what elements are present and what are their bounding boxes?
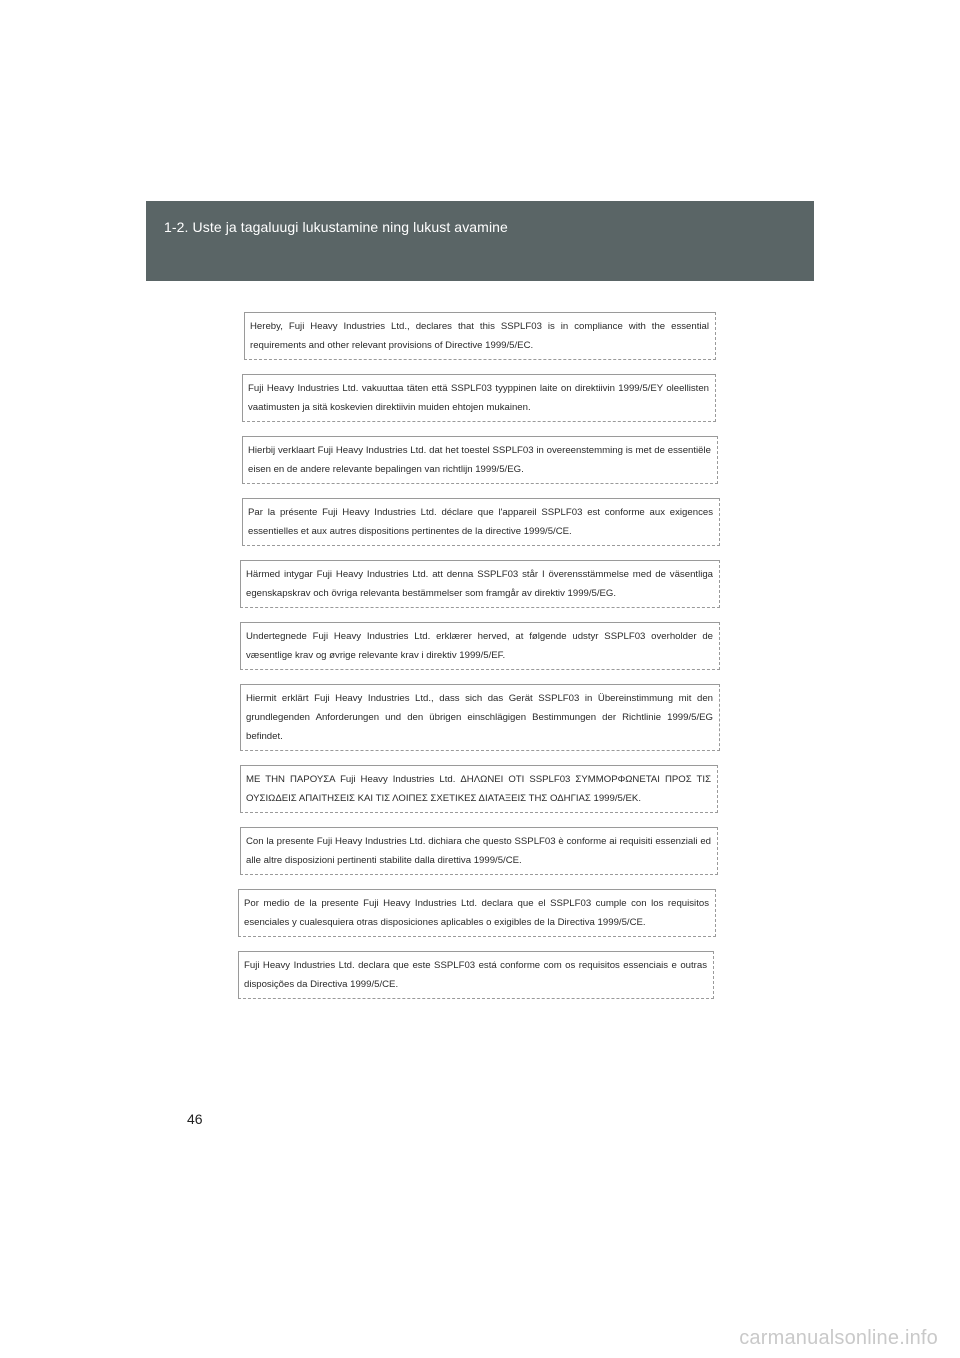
declaration-box-en: Hereby, Fuji Heavy Industries Ltd., declares that this SSPLF03 is in compliance with the essential requirements and other relevant provisions of Directive 1999/5/EC.: [244, 312, 716, 360]
declaration-box-pt: Fuji Heavy Industries Ltd. declara que este SSPLF03 está conforme com os requisitos essenciais e outras disposições da Directiva 1999/5/CE.: [238, 951, 714, 999]
declaration-box-da: Undertegnede Fuji Heavy Industries Ltd. erklærer herved, at følgende udstyr SSPLF03 overholder de væsentlige krav og øvrige relevante krav i direktiv 1999/5/EF.: [240, 622, 720, 670]
declaration-box-fr: Par la présente Fuji Heavy Industries Ltd. déclare que l'appareil SSPLF03 est conforme aux exigences essentielles et aux autres dispositions pertinentes de la directive 1999/5/CE.: [242, 498, 720, 546]
section-title: 1-2. Uste ja tagaluugi lukustamine ning lukust avamine: [164, 219, 508, 235]
declaration-box-it: Con la presente Fuji Heavy Industries Ltd. dichiara che questo SSPLF03 è conforme ai requisiti essenziali ed alle altre disposizioni pertinenti stabilite dalla direttiva 1999/5/CE.: [240, 827, 718, 875]
declaration-box-sv: Härmed intygar Fuji Heavy Industries Ltd. att denna SSPLF03 står I överensstämmelse med de väsentliga egenskapskrav och övriga relevanta bestämmelser som framgår av direktiv 1999/5/EG.: [240, 560, 720, 608]
declaration-box-de: Hiermit erklärt Fuji Heavy Industries Ltd., dass sich das Gerät SSPLF03 in Übereinstimmung mit den grundlegenden Anforderungen und den übrigen einschlägigen Bestimmungen der Richtlinie 1999/5/EG befindet.: [240, 684, 720, 751]
declaration-box-fi: Fuji Heavy Industries Ltd. vakuuttaa täten että SSPLF03 tyyppinen laite on direktiivin 1999/5/EY oleellisten vaatimusten ja sitä koskevien direktiivin muiden ehtojen mukainen.: [242, 374, 716, 422]
declaration-box-el: ΜΕ ΤΗΝ ΠΑΡΟΥΣΑ Fuji Heavy Industries Ltd. ΔΗΛΩΝΕΙ ΟΤΙ SSPLF03 ΣΥΜΜΟΡΦΩΝΕΤΑΙ ΠΡΟΣ ΤΙΣ ΟΥΣΙΩΔΕΙΣ ΑΠΑΙΤΗΣΕΙΣ ΚΑΙ ΤΙΣ ΛΟΙΠΕΣ ΣΧΕΤΙΚΕΣ ΔΙΑΤΑΞΕΙΣ ΤΗΣ ΟΔΗΓΙΑΣ 1999/5/ΕΚ.: [240, 765, 718, 813]
watermark-text: carmanualsonline.info: [739, 1327, 938, 1349]
page-number: 46: [187, 1111, 203, 1127]
declaration-box-es: Por medio de la presente Fuji Heavy Industries Ltd. declara que el SSPLF03 cumple con los requisitos esenciales y cualesquiera otras disposiciones aplicables o exigibles de la Directiva 1999/5/CE.: [238, 889, 716, 937]
declaration-list: [236, 312, 718, 1013]
declaration-box-nl: Hierbij verklaart Fuji Heavy Industries Ltd. dat het toestel SSPLF03 in overeenstemming is met de essentiële eisen en de andere relevante bepalingen van richtlijn 1999/5/EG.: [242, 436, 718, 484]
section-header-bar: [146, 201, 814, 281]
